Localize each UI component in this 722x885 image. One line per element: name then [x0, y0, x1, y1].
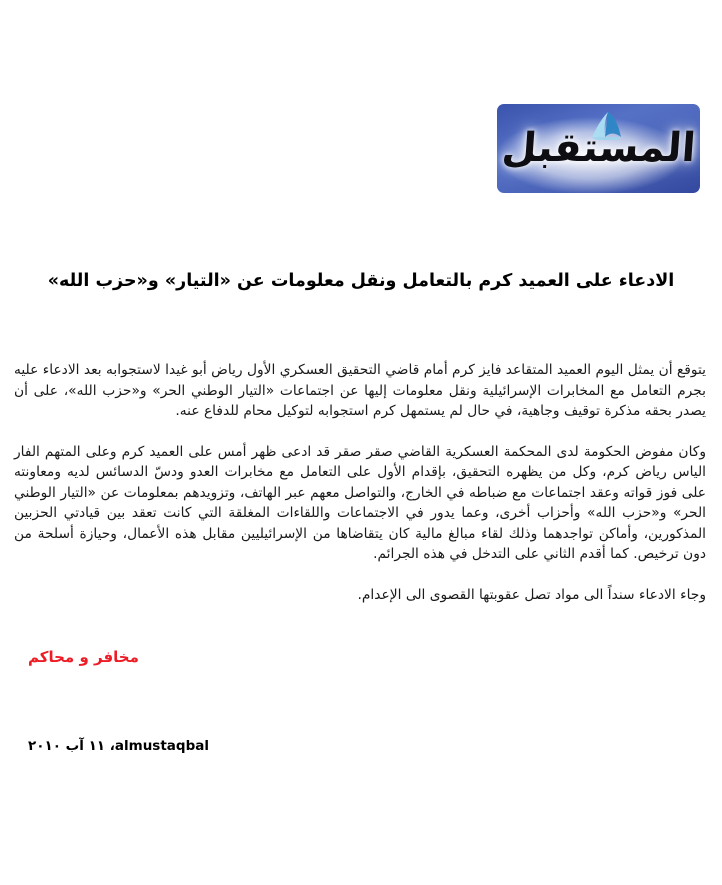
- newspaper-logo-text: المستقبل: [500, 125, 697, 171]
- article-body: [14, 360, 706, 625]
- article-paragraph: وكان مفوض الحكومة لدى المحكمة العسكرية القاضي صقر صقر قد ادعى ظهر أمس على العميد كرم وعلى المتهم الفار الياس رياض كرم، وكل من يظهره التحقيق، بإقدام الأول على التعامل مع مخابرات العدو ودسّ الدسائس لديه ومعاونته على فوز قواته وعقد اجتماعات مع ضباطه في الخارج، والتواصل معهم عبر الهاتف، وتزويدهم بمعلومات عن «التيار الوطني الحر» و«حزب الله» وأحزاب أخرى، وعما يدور في الاجتماعات واللقاءات المغلقة التي كانت تعقد بين قيادتي الحزبين المذكورين، وأماكن تواجدهما وذلك لقاء مبالغ مالية كان يتقاضاها من الإسرائيليين مقابل هذه الأعمال، وحيازة أسلحة من دون ترخيص. كما أقدم الثاني على التدخل في هذه الجرائم.: [14, 443, 706, 562]
- category-label[interactable]: مخافر و محاكم: [28, 648, 139, 666]
- article-dateline: almustaqbal، ١١ آب ٢٠١٠: [28, 738, 209, 754]
- article-paragraph: وجاء الادعاء سنداً الى مواد تصل عقوبتها القصوى الى الإعدام.: [357, 586, 706, 603]
- article-paragraph: يتوقع أن يمثل اليوم العميد المتقاعد فايز كرم أمام قاضي التحقيق العسكري الأول رياض أبو غيدا لاستجوابه بعد الادعاء عليه بجرم التعامل مع المخابرات الإسرائيلية ونقل معلومات إليها عن اجتماعات «التيار الوطني الحر» و«حزب الله»، على أن يصدر بحقه مذكرة توقيف وجاهية، في حال لم يستمهل كرم استجوابه لتوكيل محام للدفاع عنه.: [14, 362, 706, 419]
- newspaper-logo[interactable]: [497, 104, 700, 193]
- article-headline: الادعاء على العميد كرم بالتعامل ونقل معلومات عن «التيار» و«حزب الله»: [47, 271, 675, 291]
